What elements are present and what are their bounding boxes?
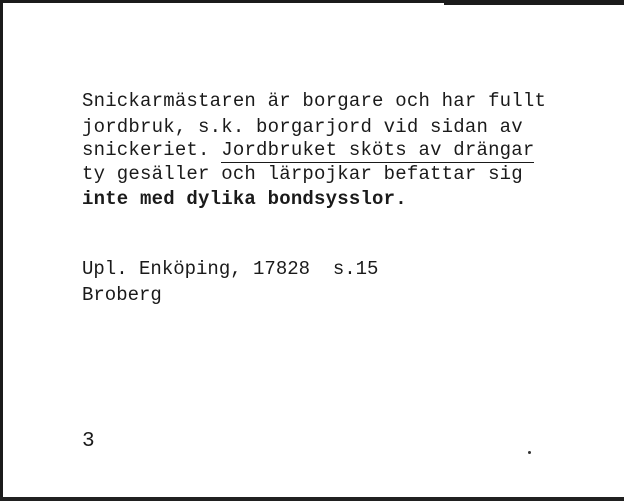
author-name: Broberg: [82, 284, 162, 306]
card-bottom-edge: [0, 497, 624, 501]
card-number: 3: [82, 430, 95, 453]
ink-speck: [528, 451, 531, 454]
text-line-3-start: snickeriet.: [82, 139, 222, 161]
text-line-1: Snickarmästaren är borgare och har fullt: [82, 90, 547, 112]
underlined-phrase: Jordbruket sköts av drängar: [221, 139, 535, 161]
source-reference: Upl. Enköping, 17828 s.15: [82, 258, 379, 280]
text-line-4: ty gesäller och lärpojkar befattar sig: [82, 163, 523, 185]
card-left-edge: [0, 0, 3, 501]
text-line-2: jordbruk, s.k. borgarjord vid sidan av: [82, 116, 523, 138]
card-top-right-edge: [444, 0, 624, 5]
text-line-5: inte med dylika bondsysslor.: [82, 188, 407, 210]
text-line-3: [82, 137, 534, 163]
